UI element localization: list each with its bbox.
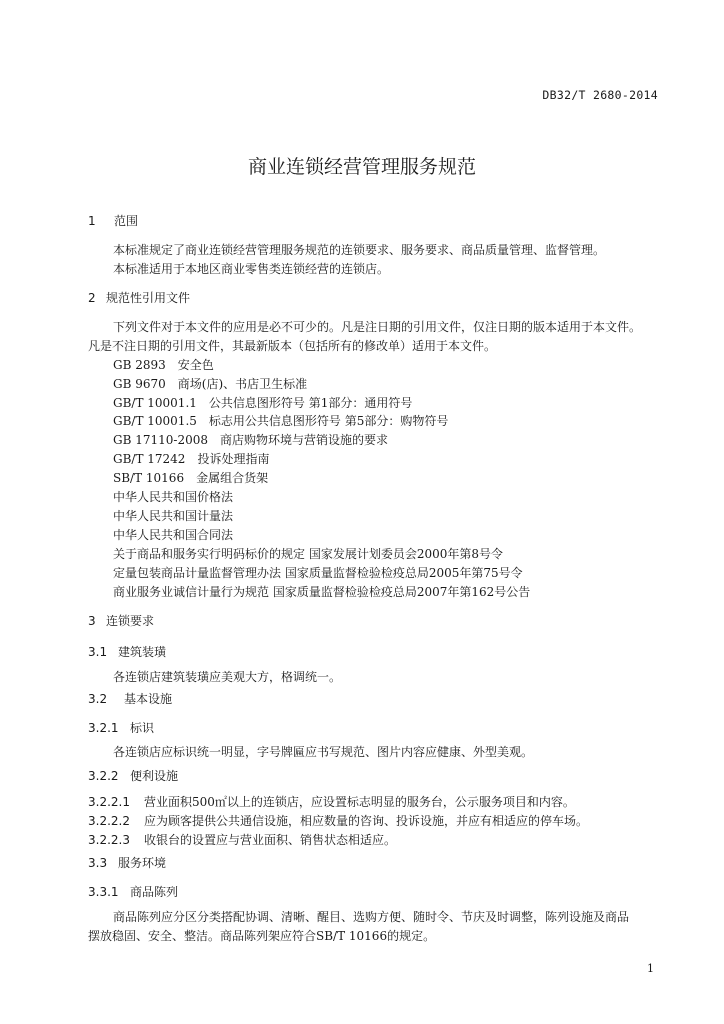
reference-item: GB 17110-2008 商店购物环境与营销设施的要求 (113, 433, 388, 447)
clause-text: 收银台的设置应与营业面积、销售状态相适应。 (144, 833, 397, 847)
reference-item: GB 9670 商场(店)、书店卫生标准 (113, 377, 308, 391)
clause-text: 应为顾客提供公共通信设施，相应数量的咨询、投诉设施，并应有相适应的停车场。 (144, 814, 589, 828)
section-heading-1 (88, 214, 138, 228)
paragraph: 各连锁店建筑装璜应美观大方，格调统一。 (113, 670, 342, 684)
paragraph: 摆放稳固、安全、整洁。商品陈列架应符合SB/T 10166的规定。 (88, 929, 436, 943)
clause-number: 3.2.2.1 (88, 795, 130, 809)
section-number: 3.2.1 (88, 721, 119, 735)
section-title: 便利设施 (130, 769, 179, 783)
section-title: 商品陈列 (130, 885, 179, 899)
reference-item: SB/T 10166 金属组合货架 (113, 471, 269, 485)
section-number: 3.2 (88, 692, 108, 706)
subsection-heading-3-3-1 (88, 885, 178, 899)
section-title: 范围 (114, 214, 139, 228)
paragraph: 各连锁店应标识统一明显，字号牌匾应书写规范、图片内容应健康、外型美观。 (113, 745, 534, 759)
reference-item: 定量包装商品计量监督管理办法 国家质量监督检验检疫总局2005年第75号令 (113, 566, 523, 580)
subsection-heading-3-3 (88, 856, 166, 870)
section-number: 3.1 (88, 645, 108, 659)
clause-text: 营业面积500㎡以上的连锁店，应设置标志明显的服务台，公示服务项目和内容。 (144, 795, 575, 809)
paragraph: 商品陈列应分区分类搭配协调、清晰、醒目、选购方便、随时令、节庆及时调整，陈列设施及商品 (113, 910, 630, 924)
clause-3-2-2-2 (88, 814, 588, 828)
clause-number: 3.2.2.2 (88, 814, 130, 828)
subsection-heading-3-2-1 (88, 721, 154, 735)
section-title: 建筑装璜 (118, 645, 167, 659)
section-title: 服务环境 (118, 856, 167, 870)
subsection-heading-3-2-2 (88, 769, 178, 783)
clause-number: 3.2.2.3 (88, 833, 130, 847)
section-heading-2 (88, 291, 190, 305)
document-title: 商业连锁经营管理服务规范 (247, 156, 476, 178)
section-number: 3.3.1 (88, 885, 119, 899)
page-number: 1 (647, 962, 654, 975)
reference-item: GB 2893 安全色 (113, 358, 214, 372)
standard-number: DB32/T 2680-2014 (542, 88, 658, 102)
reference-item: GB/T 10001.1 公共信息图形符号 第1部分：通用符号 (113, 396, 413, 410)
paragraph: 凡是不注日期的引用文件，其最新版本（包括所有的修改单）适用于本文件。 (88, 339, 497, 353)
reference-item: 中华人民共和国价格法 (113, 490, 234, 504)
clause-3-2-2-3 (88, 833, 396, 847)
reference-item: 商业服务业诚信计量行为规范 国家质量监督检验检疫总局2007年第162号公告 (113, 585, 531, 599)
section-title: 基本设施 (124, 692, 173, 706)
reference-item: GB/T 17242 投诉处理指南 (113, 452, 270, 466)
reference-item: 关于商品和服务实行明码标价的规定 国家发展计划委员会2000年第8号令 (113, 547, 503, 561)
section-title: 标识 (130, 721, 155, 735)
section-number: 3 (88, 614, 96, 628)
section-number: 3.3 (88, 856, 108, 870)
clause-3-2-2-1 (88, 795, 575, 809)
reference-item: GB/T 10001.5 标志用公共信息图形符号 第5部分：购物符号 (113, 414, 449, 428)
section-number: 3.2.2 (88, 769, 119, 783)
reference-item: 中华人民共和国合同法 (113, 528, 234, 542)
section-heading-3 (88, 614, 154, 628)
paragraph: 下列文件对于本文件的应用是必不可少的。凡是注日期的引用文件，仅注日期的版本适用于本文件。 (113, 320, 642, 334)
reference-item: 中华人民共和国计量法 (113, 509, 234, 523)
paragraph: 本标准规定了商业连锁经营管理服务规范的连锁要求、服务要求、商品质量管理、监督管理。 (113, 243, 606, 257)
paragraph: 本标准适用于本地区商业零售类连锁经营的连锁店。 (113, 262, 390, 276)
section-title: 规范性引用文件 (106, 291, 191, 305)
subsection-heading-3-2 (88, 692, 172, 706)
section-number: 2 (88, 291, 96, 305)
subsection-heading-3-1 (88, 645, 166, 659)
section-number: 1 (88, 214, 96, 228)
section-title: 连锁要求 (106, 614, 155, 628)
